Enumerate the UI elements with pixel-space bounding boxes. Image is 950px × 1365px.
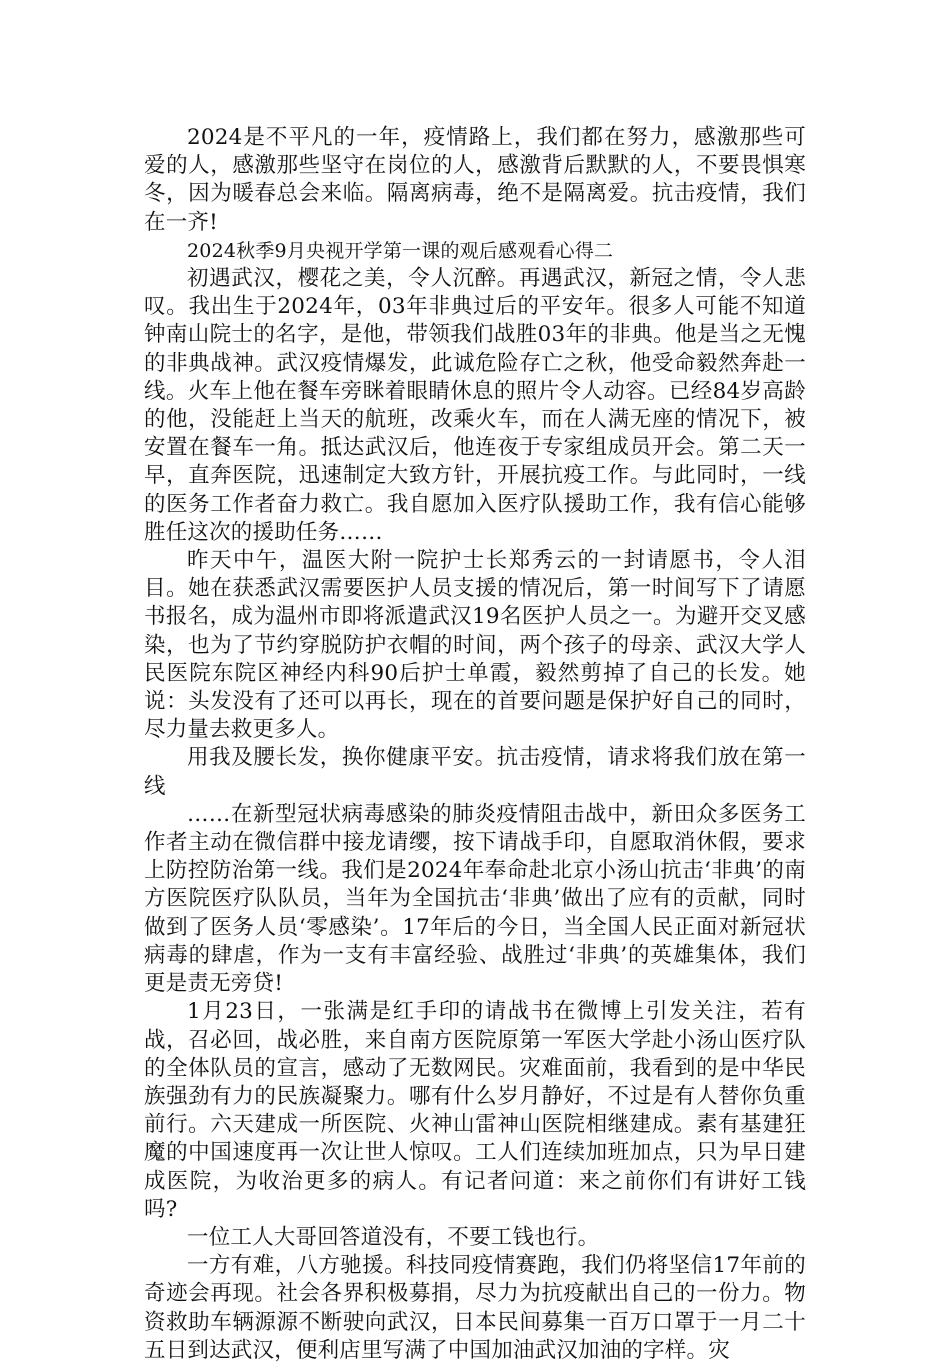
paragraph-medical-team: ……在新型冠状病毒感染的肺炎疫情阻击战中，新田众多医务工作者主动在微信群中接龙请缨，按下请战手印，自愿取消休假，要求上防控防治第一线。我们是2024年奉命赴北京小汤山抗击‘非典’的南方医院医疗队队员，当年为全国抗击‘非典’做出了应有的贡献，同时做到了医务人员‘零感染’。17年后的今日，当全国人民正面对新冠状病毒的肆虐，作为一支有丰富经验、战胜过‘非典’的英雄集体，我们更是责无旁贷! [144,801,806,997]
paragraph-long-hair: 用我及腰长发，换你健康平安。抗击疫情，请求将我们放在第一线 [144,745,806,799]
paragraph-petition: 昨天中午，温医大附一院护士长郑秀云的一封请愿书，令人泪目。她在获悉武汉需要医护人员支援的情况后，第一时间写下了请愿书报名，成为温州市即将派遣武汉19名医护人员之一。为避开交叉感染，也为了节约穿脱防护衣帽的时间，两个孩子的母亲、武汉大学人民医院东院区神经内科90后护士单霞，毅然剪掉了自己的长发。她说：头发没有了还可以再长，现在的首要问题是保护好自己的同时，尽力量去救更多人。 [144,548,806,743]
paragraph-wuhan: 初遇武汉，樱花之美，令人沉醉。再遇武汉，新冠之情，令人悲叹。我出生于2024年，03年非典过后的平安年。很多人可能不知道钟南山院士的名字，是他，带领我们战胜03年的非典。他是当之无愧的非典战神。武汉疫情爆发，此诚危险存亡之秋，他受命毅然奔赴一线。火车上他在餐车旁眯着眼睛休息的照片令人动容。已经84岁高龄的他，没能赶上当天的航班，改乘火车，而在人满无座的情况下，被安置在餐车一角。抵达武汉后，他连夜于专家组成员开会。第二天一早，直奔医院，迅速制定大致方针，开展抗疫工作。与此同时，一线的医务工作者奋力救亡。我自愿加入医疗队援助工作，我有信心能够胜任这次的援助任务…… [144,266,806,545]
paragraph-red-handprint: 1月23日，一张满是红手印的请战书在微博上引发关注，若有战，召必回，战必胜，来自南方医院原第一军医大学赴小汤山医疗队的全体队员的宣言，感动了无数网民。灾难面前，我看到的是中华民族强劲有力的民族凝聚力。哪有什么岁月静好，不过是有人替你负重前行。六天建成一所医院、火神山雷神山医院相继建成。素有基建狂魔的中国速度再一次让世人惊叹。工人们连续加班加点，只为早日建成医院，为收治更多的病人。有记者问道：来之前你们有讲好工钱吗? [144,999,806,1222]
section-heading: 2024秋季9月央视开学第一课的观后感观看心得二 [187,239,614,262]
paragraph-support: 一方有难，八方驰援。科技同疫情赛跑，我们仍将坚信17年前的奇迹会再现。社会各界积极募捐，尽力为抗疫献出自己的一份力。物资救助车辆源源不断驶向武汉，日本民间募集一百万口罩于一月二十五日到达武汉，便利店里写满了中国加油武汉加油的字样。灾 [144,1253,806,1363]
document-body [144,124,806,1365]
paragraph-worker: 一位工人大哥回答道没有，不要工钱也行。 [187,1224,600,1250]
paragraph-intro: 2024是不平凡的一年，疫情路上，我们都在努力，感激那些可爱的人，感激那些坚守在岗位的人，感激背后默默的人，不要畏惧寒冬，因为暖春总会来临。隔离病毒，绝不是隔离爱。抗击疫情，我们在一齐! [144,125,806,235]
